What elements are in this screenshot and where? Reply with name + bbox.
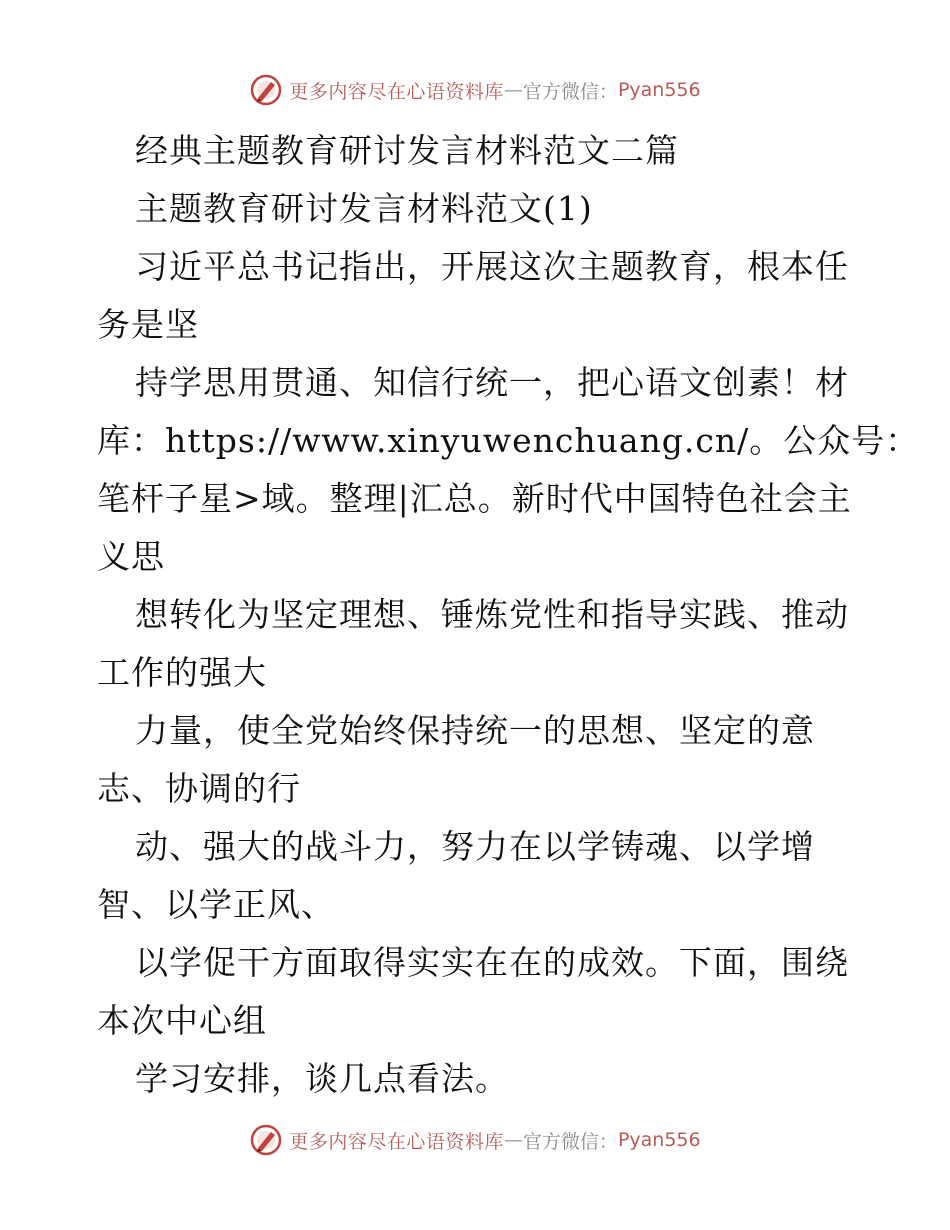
document-line: 主题教育研讨发言材料范文(1) (135, 189, 593, 228)
pen-logo-icon (249, 73, 283, 107)
pen-logo-icon (249, 1123, 283, 1157)
document-line: 想转化为坚定理想、锤炼党性和指导实践、推动 (135, 595, 849, 634)
document-line: 本次中心组 (97, 1001, 267, 1040)
banner-wechat-id: Pyan556 (617, 79, 701, 101)
banner-separator: — (503, 79, 523, 101)
document-line: 工作的强大 (97, 653, 267, 692)
document-line: 志、协调的行 (97, 769, 301, 808)
banner-site-text: 更多内容尽在心语资料库 (289, 80, 504, 103)
document-line: 务是坚 (97, 305, 199, 344)
document-line: 动、强大的战斗力，努力在以学铸魂、以学增 (135, 827, 815, 866)
banner-site-text: 更多内容尽在心语资料库 (289, 1130, 504, 1153)
document-line: 以学促干方面取得实实在在的成效。下面，围绕 (135, 943, 849, 982)
document-line: 学习安排，谈几点看法。 (135, 1059, 509, 1098)
document-line: 义思 (97, 537, 165, 576)
banner-separator: — (503, 1129, 523, 1151)
document-body (97, 122, 920, 1108)
footer-banner-inner (249, 1123, 700, 1157)
document-line: 笔杆子星>域。整理|汇总。新时代中国特色社会主 (97, 479, 852, 518)
document-line: 力量，使全党始终保持统一的思想、坚定的意 (135, 711, 815, 750)
document-line: 智、以学正风、 (97, 885, 335, 924)
banner-wechat-id: Pyan556 (617, 1129, 701, 1151)
document-line: 持学思用贯通、知信行统一，把心语文创素！材 (135, 363, 849, 402)
header-banner (0, 68, 950, 112)
banner-official-label: 官方微信： (522, 80, 618, 103)
header-banner-inner (249, 73, 700, 107)
document-line: 经典主题教育研讨发言材料范文二篇 (135, 131, 679, 170)
footer-banner (0, 1118, 950, 1162)
document-line: 习近平总书记指出，开展这次主题教育，根本任 (135, 247, 849, 286)
banner-official-label: 官方微信： (522, 1130, 618, 1153)
document-line: 库：https://www.xinyuwenchuang.cn/。公众号： (97, 421, 920, 460)
